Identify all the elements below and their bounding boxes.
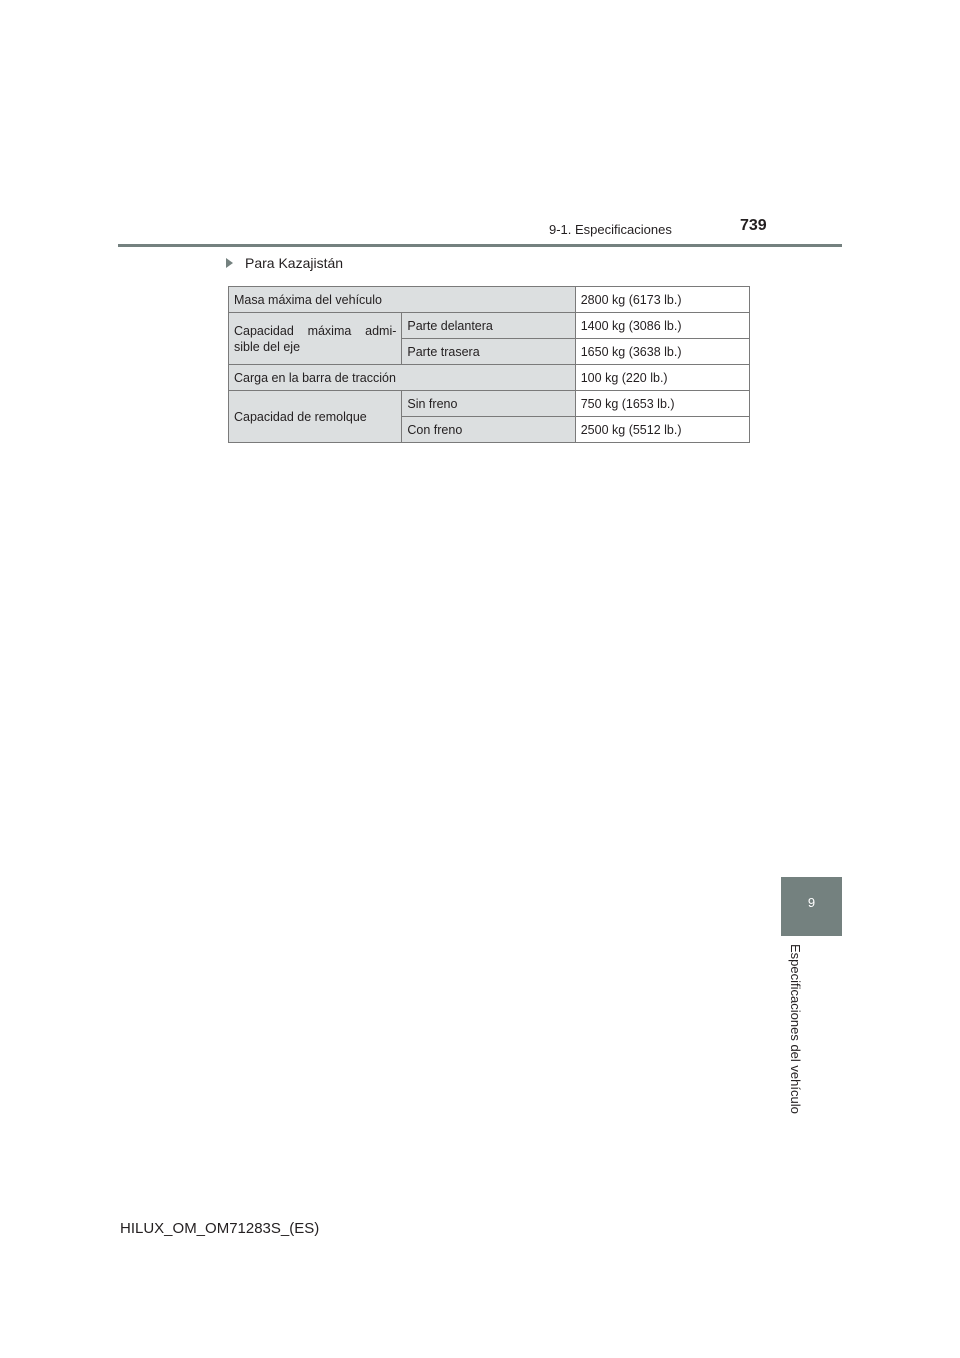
- page-number: 739: [740, 217, 767, 234]
- table-cell-label: Con freno: [402, 417, 575, 443]
- section-title: 9-1. Especificaciones: [549, 222, 672, 237]
- chapter-label: Especificaciones del vehículo: [788, 944, 803, 1114]
- table-cell-value: 1650 kg (3638 lb.): [575, 339, 749, 365]
- chapter-number: 9: [807, 895, 816, 910]
- table-cell-label: Carga en la barra de tracción: [229, 365, 576, 391]
- table-cell-value: 1400 kg (3086 lb.): [575, 313, 749, 339]
- table-cell-value: 2800 kg (6173 lb.): [575, 287, 749, 313]
- table-cell-label: Parte delantera: [402, 313, 575, 339]
- chapter-tab: [781, 877, 842, 936]
- table-row: [229, 313, 750, 339]
- document-id: HILUX_OM_OM71283S_(ES): [120, 1220, 320, 1237]
- table-cell-label: Parte trasera: [402, 339, 575, 365]
- subheading-text: Para Kazajistán: [245, 255, 344, 271]
- subheading: [224, 255, 343, 271]
- table-cell-value: 100 kg (220 lb.): [575, 365, 749, 391]
- header-divider: [118, 244, 842, 247]
- table-cell-value: 2500 kg (5512 lb.): [575, 417, 749, 443]
- table-cell-label: Capacidad de remolque: [229, 391, 402, 443]
- triangle-bullet-icon: [226, 258, 233, 268]
- table-cell-label: Masa máxima del vehículo: [229, 287, 576, 313]
- table-row: [229, 287, 750, 313]
- table-row: [229, 365, 750, 391]
- table-cell-label: Sin freno: [402, 391, 575, 417]
- specifications-table: [228, 286, 750, 443]
- table-cell-value: 750 kg (1653 lb.): [575, 391, 749, 417]
- table-cell-label: Capacidad máxima admi-sible del eje: [229, 313, 402, 365]
- table-row: [229, 391, 750, 417]
